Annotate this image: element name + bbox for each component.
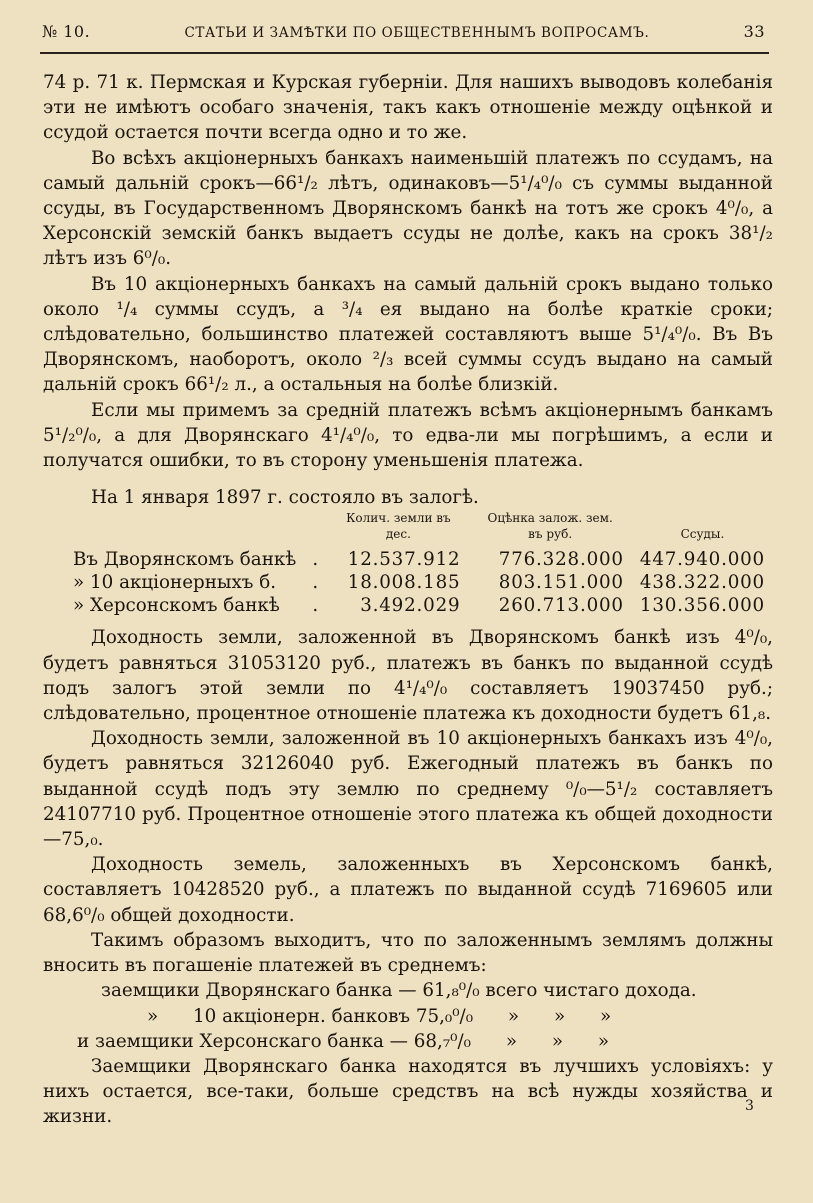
row-name: » Херсонскомъ банкѣ [73, 595, 280, 617]
header-title: СТАТЬИ И ЗАМѢТКИ ПО ОБЩЕСТВЕННЫМЪ ВОПРОСАМЪ. [184, 25, 650, 41]
row-land: 3.492.029 [360, 595, 461, 617]
paragraph-1: 74 р. 71 к. Пермская и Курская губерніи. Для нашихъ выводовъ колебанія эти не имѣютъ особаго значенія, такъ какъ отношеніе между оцѣнкой и ссудой остается почти всегда одно и то же. [43, 72, 773, 144]
row-dots: . [312, 595, 319, 617]
summary-list [43, 978, 773, 1054]
summary-line: и заемщики Херсонскаго банка — 68,₇⁰/₀ » » » [77, 1030, 610, 1052]
page-number: 33 [743, 22, 765, 41]
paragraph-3: Въ 10 акціонерныхъ банкахъ на самый дальній срокъ выдано только около ¹/₄ суммы ссудъ, а ³/₄ ея выдано на болѣе краткіе сроки; слѣдовательно, большинство платежей составляютъ выше 5¹/₄⁰/₀. Въ Въ Дворянскомъ, наоборотъ, около ²/₃ всей суммы ссудъ выдано на самый дальній срокъ 66¹/₂ л., а остальныя на болѣе близкій. [43, 273, 773, 396]
row-land: 18.008.185 [347, 572, 461, 594]
table-row [65, 571, 773, 594]
row-loans: 447.940.000 [639, 549, 765, 571]
row-land: 12.537.912 [347, 549, 461, 571]
header-rule [40, 52, 769, 54]
row-dots: . [312, 572, 319, 594]
col-value: Оцѣнка залож. зем. въ руб. [487, 511, 613, 542]
row-name: Въ Дворянскомъ банкѣ [73, 549, 297, 571]
paragraph-6: Доходность земли, заложенной въ 10 акціонерныхъ банкахъ изъ 4⁰/₀, будетъ равняться 32126040 руб. Ежегодный платежъ въ банкъ по выданной ссудѣ подъ эту землю по среднему ⁰/₀—5¹/₂ составляетъ 24107710 руб. Процентное отношеніе этого платежа къ общей доходности—75,₀. [43, 728, 773, 851]
paragraph-7: Доходность земель, заложенныхъ въ Херсонскомъ банкѣ, составляетъ 10428520 руб., а платежъ по выданной ссудѣ 7169605 или 68,6⁰/₀ общей доходности. [43, 854, 773, 926]
row-loans: 438.322.000 [639, 572, 765, 594]
holdings-table [65, 510, 773, 617]
signature-mark: 3 [745, 1098, 754, 1114]
paragraph-8: Такимъ образомъ выходитъ, что по заложеннымъ землямъ должны вносить въ погашеніе платежей въ среднемъ: [43, 929, 773, 977]
row-dots: . [312, 549, 319, 571]
row-value: 260.713.000 [498, 595, 624, 617]
running-header [42, 22, 765, 50]
col-loans: Ссуды. [680, 527, 725, 542]
closing-paragraph: Заемщики Дворянскаго банка находятся въ лучшихъ условіяхъ: у нихъ остается, все-таки, больше средствъ на всѣ нужды хозяйства и жизни. [43, 1055, 773, 1128]
issue-number: № 10. [42, 22, 91, 41]
table-row [65, 594, 773, 617]
article-body [43, 70, 773, 1130]
table-row [65, 548, 773, 571]
paragraph-5: Доходность земли, заложенной въ Дворянскомъ банкѣ изъ 4⁰/₀, будетъ равняться 31053120 руб., платежъ въ банкъ по выданной ссудѣ подъ залогъ этой земли по 4¹/₄⁰/₀ составляетъ 19037450 руб.; слѣдовательно, процентное отношеніе платежа къ доходности будетъ 61,₈. [43, 627, 773, 725]
row-loans: 130.356.000 [639, 595, 765, 617]
summary-line: » 10 акціонерн. банковъ 75,₀⁰/₀ » » » [147, 1005, 612, 1027]
summary-line: заемщики Дворянскаго банка — 61,₈⁰/₀ всего чистаго дохода. [101, 980, 697, 1002]
row-name: » 10 акціонерныхъ б. [73, 572, 277, 594]
holdings-intro: На 1 января 1897 г. состояло въ залогѣ. [91, 487, 479, 509]
paragraph-4: Если мы примемъ за средній платежъ всѣмъ акціонернымъ банкамъ 5¹/₂⁰/₀, а для Дворянскаго 4¹/₄⁰/₀, то едва-ли мы погрѣшимъ, а если и получатся ошибки, то въ сторону уменьшенія платежа. [43, 399, 773, 472]
row-value: 803.151.000 [498, 572, 624, 594]
col-land: Колич. земли въ дес. [346, 511, 451, 542]
paragraph-2: Во всѣхъ акціонерныхъ банкахъ наименьшій платежъ по ссудамъ, на самый дальній срокъ—66¹/₂ лѣтъ, одинаковъ—5¹/₄⁰/₀ съ суммы выданной ссуды, въ Государственномъ Дворянскомъ банкѣ на тотъ же срокъ 4⁰/₀, а Херсонскій земскій банкъ выдаетъ ссуды не долѣе, какъ на срокъ 38¹/₂ лѣтъ изъ 6⁰/₀. [43, 147, 773, 270]
row-value: 776.328.000 [498, 549, 624, 571]
